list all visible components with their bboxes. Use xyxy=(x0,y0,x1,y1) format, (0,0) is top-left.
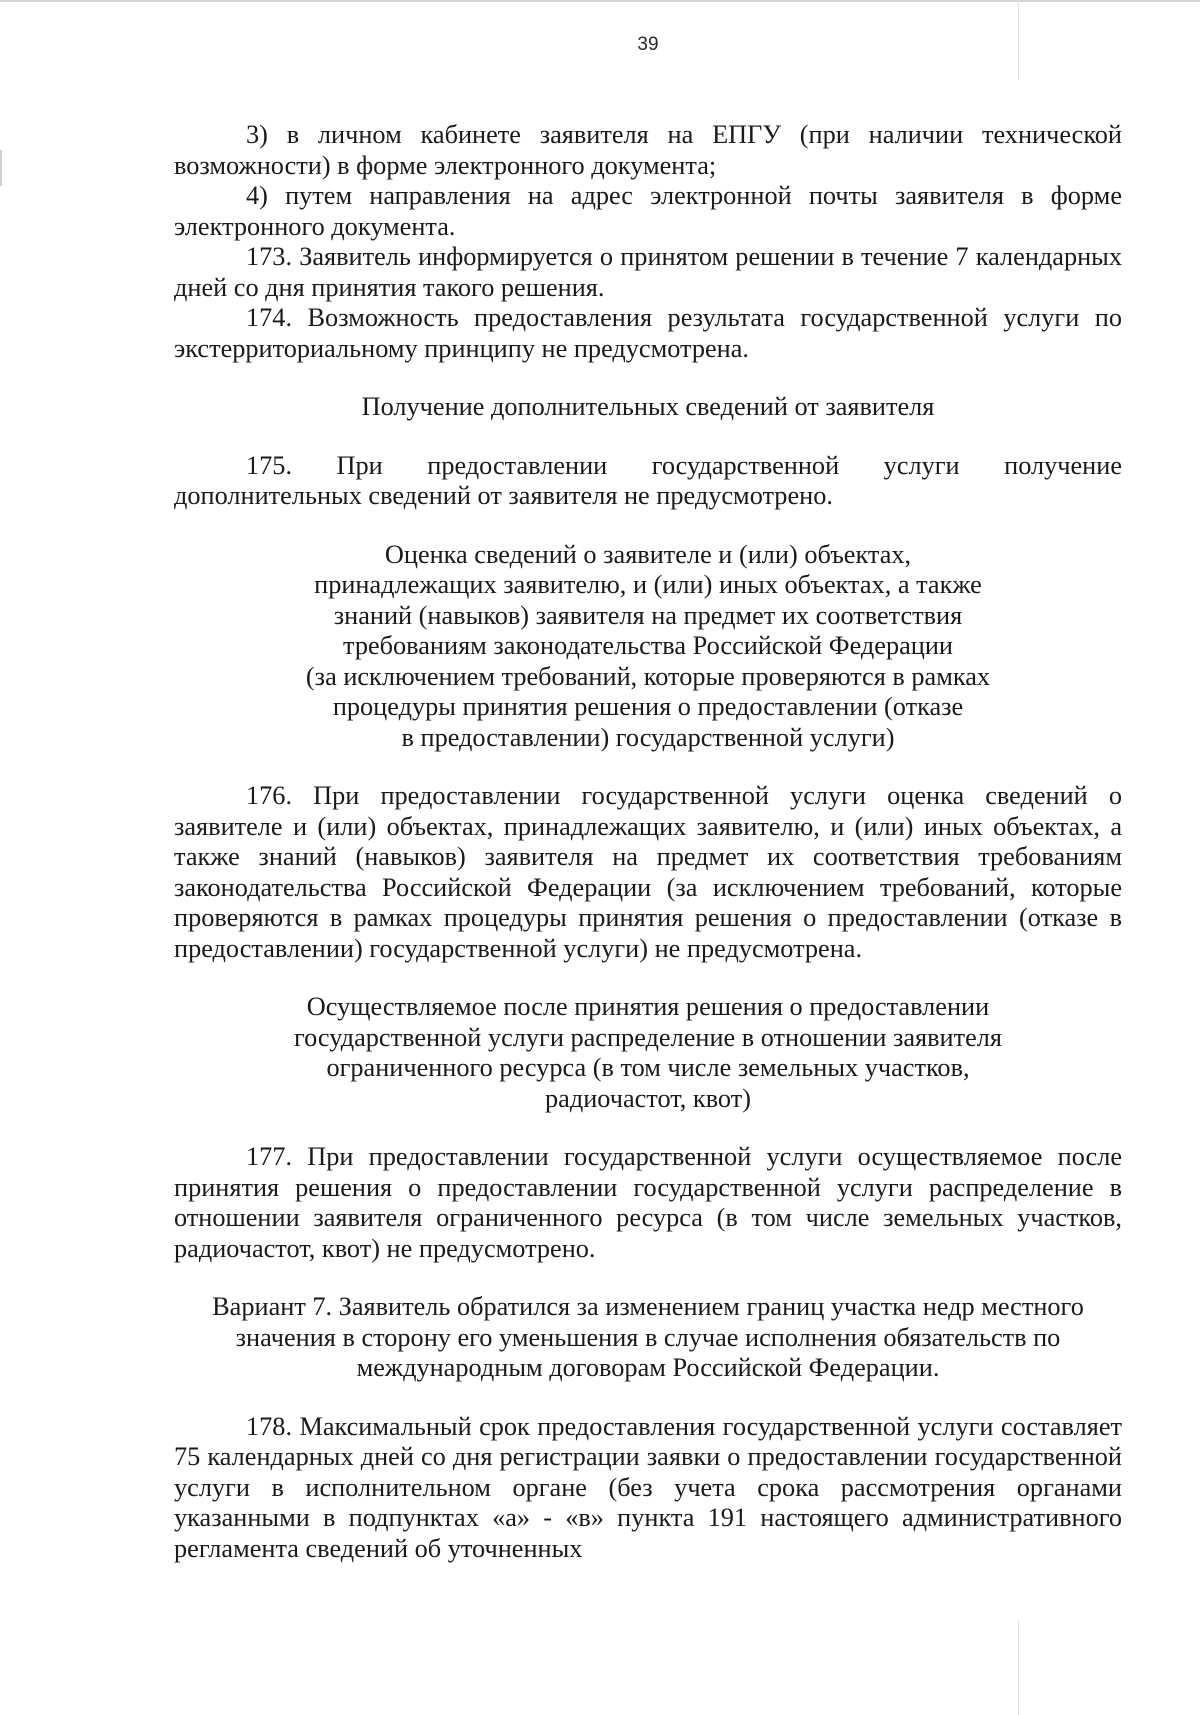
list-item-4: 4) путем направления на адрес электронной почты заявителя в форме электронного документа. xyxy=(174,181,1122,241)
section-heading-assessment: Оценка сведений о заявителе и (или) объектах, принадлежащих заявителю, и (или) иных объектах, а также знаний (навыков) заявителя на предмет их соответствия требованиям законодательства Российской Федерации (за исключением требований, которые проверяются в рамках процедуры принятия решения о предоставлении (отказе в предоставлении) государственной услуги) xyxy=(305,539,991,752)
paragraph-173: 173. Заявитель информируется о принятом решении в течение 7 календарных дней со дня принятия такого решения. xyxy=(174,242,1122,302)
scan-edge-left xyxy=(0,150,2,186)
section-heading-additional-info: Получение дополнительных сведений от заявителя xyxy=(361,392,935,421)
paragraph-176: 176. При предоставлении государственной услуги оценка сведений о заявителе и (или) объектах, принадлежащих заявителю, и (или) иных объектах, а также знаний (навыков) заявителя на предмет их соответствия требованиям законодательства Российской Федерации (за исключением требований, которые проверяются в рамках процедуры принятия решения о предоставлении (отказе в предоставлении) государственной услуги) не предусмотрена. xyxy=(174,781,1122,963)
list-item-3: 3) в личном кабинете заявителя на ЕПГУ (при наличии технической возможности) в форме электронного документа; xyxy=(174,120,1122,180)
paragraph-178: 178. Максимальный срок предоставления государственной услуги составляет 75 календарных дней со дня регистрации заявки о предоставлении государственной услуги в исполнительном органе (без учета срока рассмотрения органами указанными в подпунктах «а» - «в» пункта 191 настоящего административного регламента сведений об уточненных xyxy=(174,1411,1122,1563)
paragraph-177: 177. При предоставлении государственной услуги осуществляемое после принятия решения о предоставлении государственной услуги распределение в отношении заявителя ограниченного ресурса (в том числе земельных участков, радиочастот, квот) не предусмотрено. xyxy=(174,1142,1122,1263)
page-number: 39 xyxy=(637,34,659,55)
paragraph-175: 175. При предоставлении государственной услуги получение дополнительных сведений от заявителя не предусмотрено. xyxy=(174,450,1122,510)
paragraph-174: 174. Возможность предоставления результата государственной услуги по экстерриториальному принципу не предусмотрена. xyxy=(174,303,1122,363)
document-body xyxy=(174,120,1122,1564)
section-heading-resource-distribution: Осуществляемое после принятия решения о предоставлении государственной услуги распределение в отношении заявителя ограниченного ресурса (в том числе земельных участков, радиочастот, квот) xyxy=(293,992,1003,1113)
scan-edge-right-bottom xyxy=(1018,1620,1019,1715)
scan-edge-top xyxy=(0,0,1200,2)
section-heading-variant-7: Вариант 7. Заявитель обратился за изменением границ участка недр местного значения в сторону его уменьшения в случае исполнения обязательств по международным договорам Российской Федерации. xyxy=(212,1292,1084,1382)
